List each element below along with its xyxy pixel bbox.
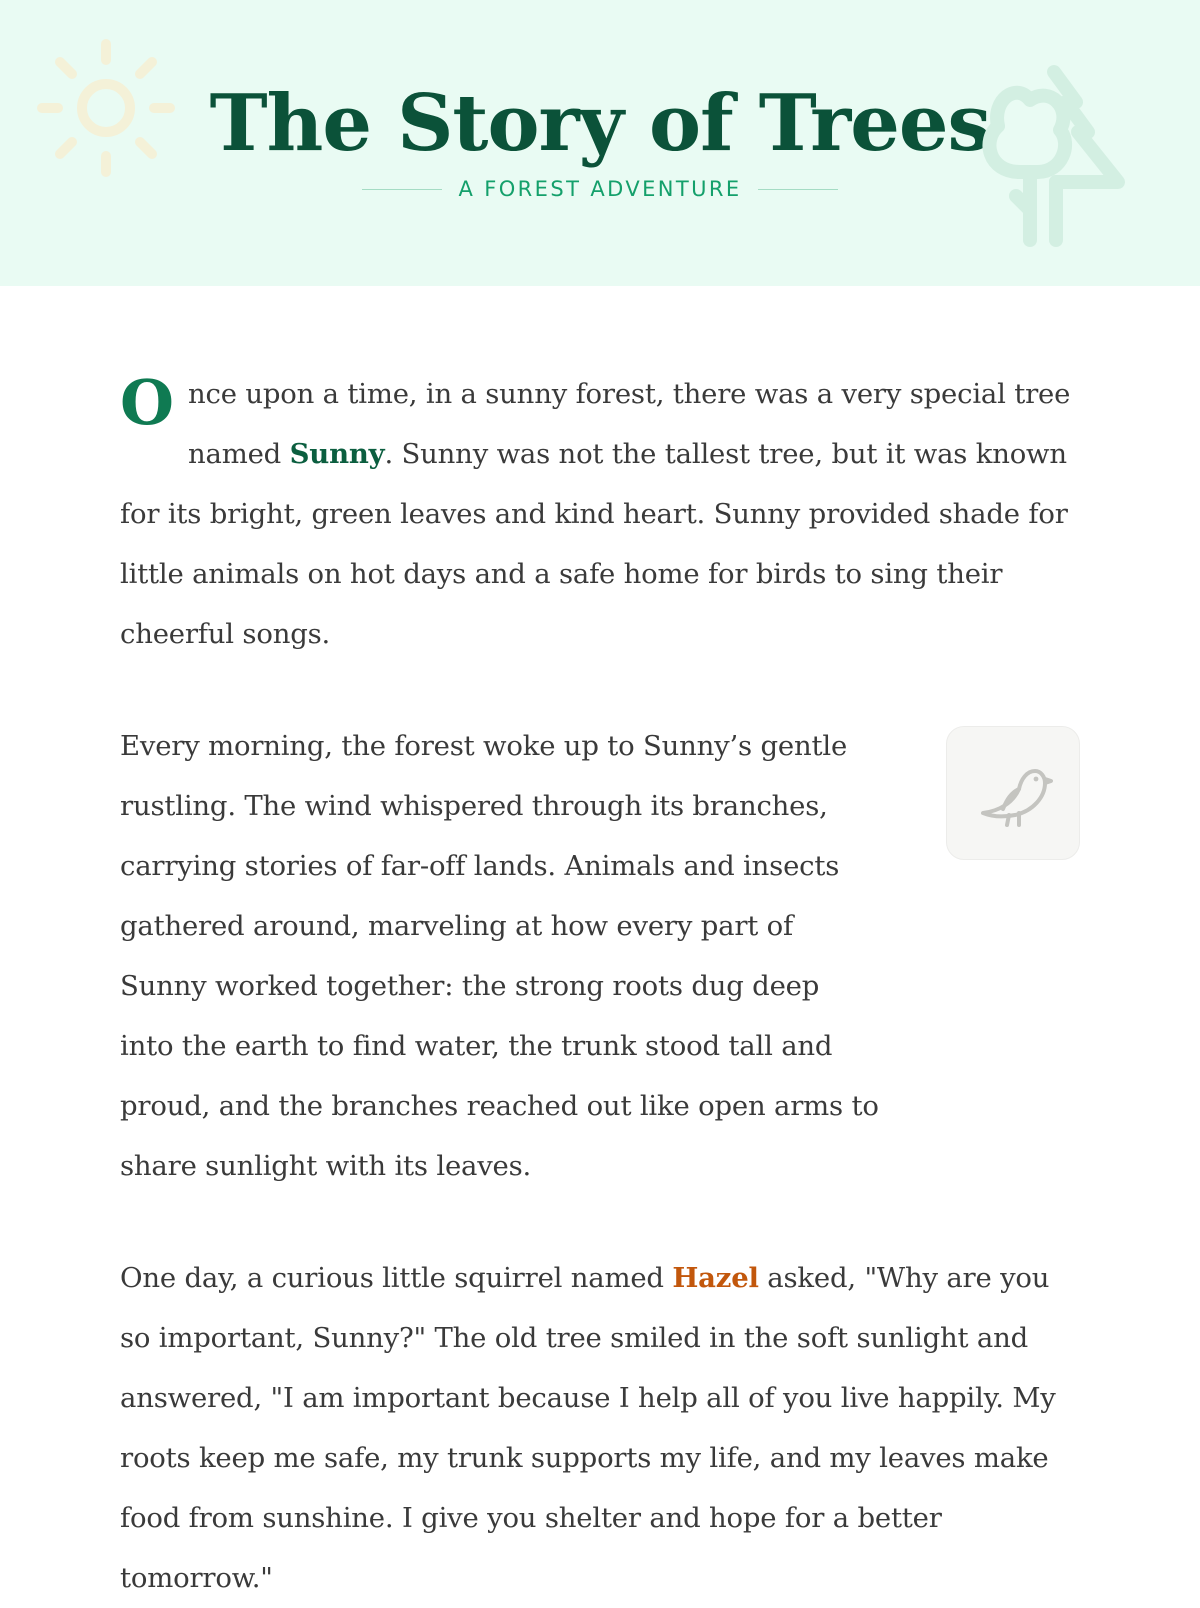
bird-illustration-card [946, 726, 1080, 860]
character-name-hazel: Hazel [672, 1262, 759, 1294]
subtitle-divider-right [758, 189, 838, 190]
story-paragraph-2: Every morning, the forest woke up to Sunny’s gentle rustling. The wind whispered through its branches, carrying stories of far-off lands. Animals and insects gathered around, marveling at how every part of Sunny worked together: the strong roots dug deep into the earth to find water, the trunk stood tall and proud, and the branches reached out like open arms to share sunlight with its leaves. [120, 730, 879, 1182]
character-name-sunny: Sunny [289, 438, 385, 470]
paragraph-3-text-end: asked, "Why are you so important, Sunny?" The old tree smiled in the soft sunlight and answered, "I am important because I help all of you live happily. My roots keep me safe, my trunk supports my life, and my leaves make food from sunshine. I give you shelter and hope for a better tomorrow." [120, 1262, 1056, 1594]
drop-cap: O [120, 366, 174, 439]
paragraph-1-text-end: . Sunny was not the tallest tree, but it was known for its bright, green leaves and kind heart. Sunny provided shade for little animals on hot days and a safe home for birds to sing their cheerful songs. [120, 438, 1068, 650]
story-paragraph-1 [120, 364, 1080, 664]
page-header [0, 0, 1200, 286]
story-content [120, 364, 1080, 1608]
story-paragraph-3 [120, 1248, 1080, 1608]
paragraph-1-text-start: nce upon a time, in a sunny forest, there was a very special tree named [188, 378, 1071, 470]
trees-icon [968, 60, 1168, 260]
page-title: The Story of Trees [209, 78, 991, 169]
subtitle-divider-left [362, 189, 442, 190]
bird-icon [973, 753, 1053, 833]
page-subtitle: A FOREST ADVENTURE [458, 177, 742, 201]
paragraph-3-text-start: One day, a curious little squirrel named [120, 1262, 673, 1294]
story-paragraph-2-block [120, 716, 1080, 1196]
